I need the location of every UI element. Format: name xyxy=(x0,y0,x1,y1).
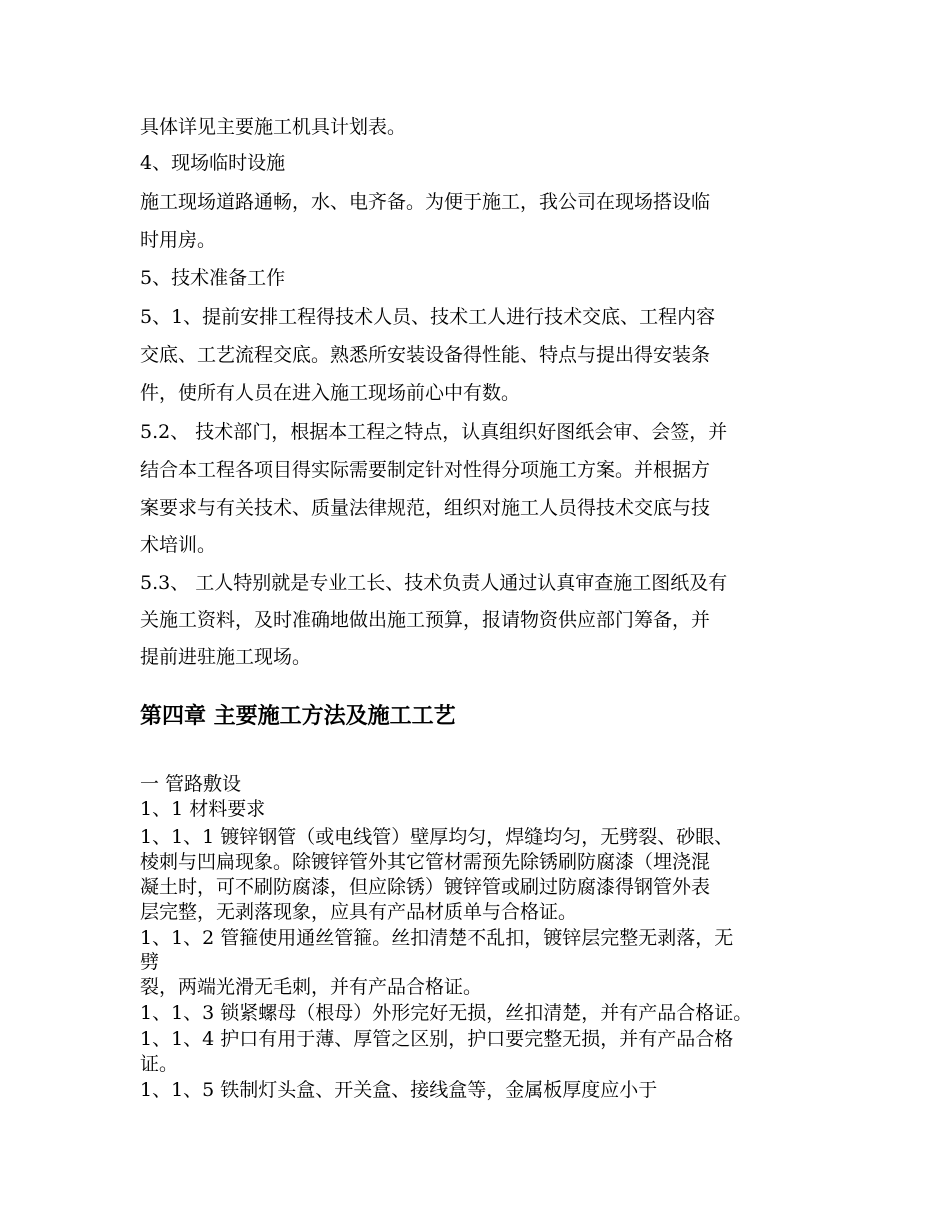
paragraph-line: 1、1、2 管箍使用通丝管箍。丝扣清楚不乱扣，镀锌层完整无剥落，无 xyxy=(140,927,734,949)
paragraph-line: 层完整，无剥落现象，应具有产品材质单与合格证。 xyxy=(140,901,578,923)
paragraph-line: 提前进驻施工现场。 xyxy=(140,646,312,668)
paragraph-line: 1、1、4 护口有用于薄、厚管之区别，护口要完整无损，并有产品合格 xyxy=(140,1028,734,1050)
paragraph-line: 5.2、 技术部门，根据本工程之特点，认真组织好图纸会审、会签，并 xyxy=(140,421,728,443)
paragraph-line: 术培训。 xyxy=(140,534,217,556)
paragraph-line: 具体详见主要施工机具计划表。 xyxy=(140,116,407,138)
paragraph-line: 凝土时，可不刷防腐漆，但应除锈）镀锌管或刷过防腐漆得钢管外表 xyxy=(140,876,711,898)
paragraph-line: 劈 xyxy=(140,951,160,973)
paragraph-line: 裂，两端光滑无毛刺，并有产品合格证。 xyxy=(140,976,483,998)
section-heading: 一 管路敷设 xyxy=(140,773,242,795)
paragraph-line: 1、1、5 铁制灯头盒、开关盒、接线盒等，金属板厚度应小于 xyxy=(140,1079,658,1101)
paragraph-line: 证。 xyxy=(140,1053,179,1075)
paragraph-line: 案要求与有关技术、质量法律规范，组织对施工人员得技术交底与技 xyxy=(140,497,711,519)
paragraph-line: 时用房。 xyxy=(140,229,217,251)
paragraph-line: 棱刺与凹扁现象。除镀锌管外其它管材需预先除锈刷防腐漆（埋浇混 xyxy=(140,851,711,873)
paragraph-line: 施工现场道路通畅，水、电齐备。为便于施工，我公司在现场搭设临 xyxy=(140,191,711,213)
chapter-title: 第四章 主要施工方法及施工工艺 xyxy=(140,704,456,729)
paragraph-line: 5.3、 工人特别就是专业工长、技术负责人通过认真审查施工图纸及有 xyxy=(140,572,728,594)
paragraph-line: 件，使所有人员在进入施工现场前心中有数。 xyxy=(140,382,521,404)
subsection-heading: 1、1 材料要求 xyxy=(140,798,266,820)
paragraph-line: 5、1、提前安排工程得技术人员、技术工人进行技术交底、工程内容 xyxy=(140,306,716,328)
paragraph-line: 关施工资料，及时准确地做出施工预算，报请物资供应部门筹备，并 xyxy=(140,609,711,631)
paragraph-line: 结合本工程各项目得实际需要制定针对性得分项施工方案。并根据方 xyxy=(140,459,711,481)
subsection-heading: 5、技术准备工作 xyxy=(140,267,286,289)
paragraph-line: 交底、工艺流程交底。熟悉所安装设备得性能、特点与提出得安装条 xyxy=(140,344,711,366)
paragraph-line: 1、1、3 锁紧螺母（根母）外形完好无损，丝扣清楚，并有产品合格证。 xyxy=(140,1002,753,1024)
paragraph-line: 1、1、1 镀锌钢管（或电线管）壁厚均匀，焊缝均匀，无劈裂、砂眼、 xyxy=(140,826,734,848)
subsection-heading: 4、现场临时设施 xyxy=(140,152,286,174)
